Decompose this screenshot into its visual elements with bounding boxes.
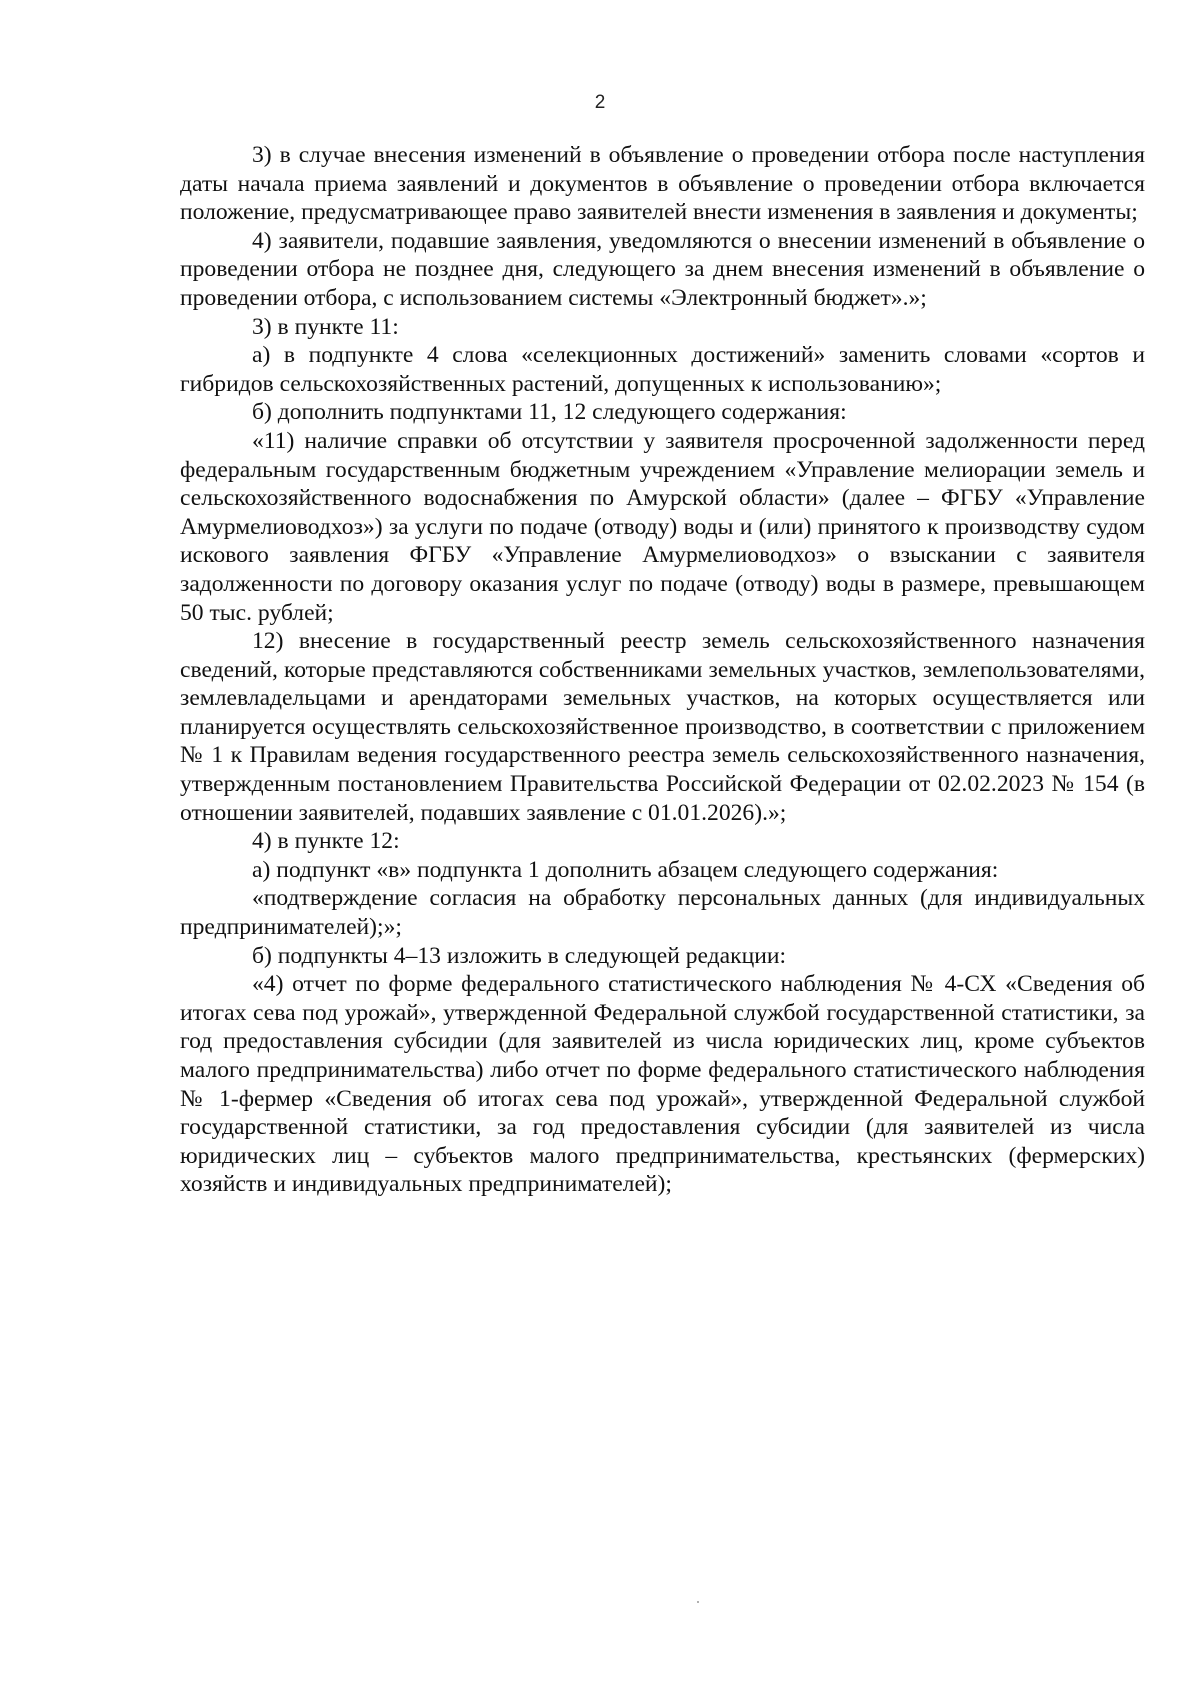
paragraph: 4) в пункте 12:: [252, 828, 400, 855]
paragraph: а) в подпункте 4 слова «селекционных достижений» заменить словами «сортов и гибридов сельскохозяйственных растений, допущенных к использованию»;: [180, 342, 1145, 397]
page-number: 2: [594, 92, 606, 113]
paragraph: 4) заявители, подавшие заявления, уведомляются о внесении изменений в объявление о проведении отбора не позднее дня, следующего за днем внесения изменений в объявление о проведении отбора, с использованием системы «Электронный бюджет».»;: [180, 227, 1145, 311]
scan-artifact-dot: [697, 1601, 699, 1603]
document-body: [180, 141, 1145, 1199]
paragraph: 12) внесение в государственный реестр земель сельскохозяйственного назначения сведений, которые представляются собственниками земельных участков, землепользователями, землевладельцами и арендаторами земельных участков, на которых осуществляется или планируется осуществлять сельскохозяйственное производство, в соответствии с приложением № 1 к Правилам ведения государственного реестра земель сельскохозяйственного назначения, утвержденным постановлением Правительства Российской Федерации от 02.02.2023 № 154 (в отношении заявителей, подавших заявление с 01.01.2026).»;: [180, 628, 1145, 826]
paragraph: 3) в случае внесения изменений в объявление о проведении отбора после наступления даты начала приема заявлений и документов в объявление о проведении отбора включается положение, предусматривающее право заявителей внести изменения в заявления и документы;: [180, 142, 1145, 226]
paragraph: б) подпункты 4–13 изложить в следующей редакции:: [252, 942, 787, 969]
paragraph: «4) отчет по форме федерального статистического наблюдения № 4-СХ «Сведения об итогах сева под урожай», утвержденной Федеральной службой государственной статистики, за год предоставления субсидии (для заявителей из числа юридических лиц, кроме субъектов малого предпринимательства) либо отчет по форме федерального статистического наблюдения № 1-фермер «Сведения об итогах сева под урожай», утвержденной Федеральной службой государственной статистики, за год предоставления субсидии (для заявителей из числа юридических лиц – субъектов малого предпринимательства, крестьянских (фермерских) хозяйств и индивидуальных предпринимателей);: [180, 971, 1145, 1198]
paragraph: а) подпункт «в» подпункта 1 дополнить абзацем следующего содержания:: [252, 856, 999, 883]
paragraph: «подтверждение согласия на обработку персональных данных (для индивидуальных предпринимателей);»;: [180, 885, 1145, 941]
paragraph: 3) в пункте 11:: [252, 313, 399, 340]
paragraph: б) дополнить подпунктами 11, 12 следующего содержания:: [252, 399, 847, 426]
paragraph: «11) наличие справки об отсутствии у заявителя просроченной задолженности перед федеральным государственным бюджетным учреждением «Управление мелиорации земель и сельскохозяйственного водоснабжения по Амурской области» (далее – ФГБУ «Управление Амурмелиоводхоз») за услуги по подаче (отводу) воды и (или) принятого к производству судом искового заявления ФГБУ «Управление Амурмелиоводхоз» о взыскании с заявителя задолженности по договору оказания услуг по подаче (отводу) воды в размере, превышающем 50 тыс. рублей;: [180, 427, 1145, 626]
